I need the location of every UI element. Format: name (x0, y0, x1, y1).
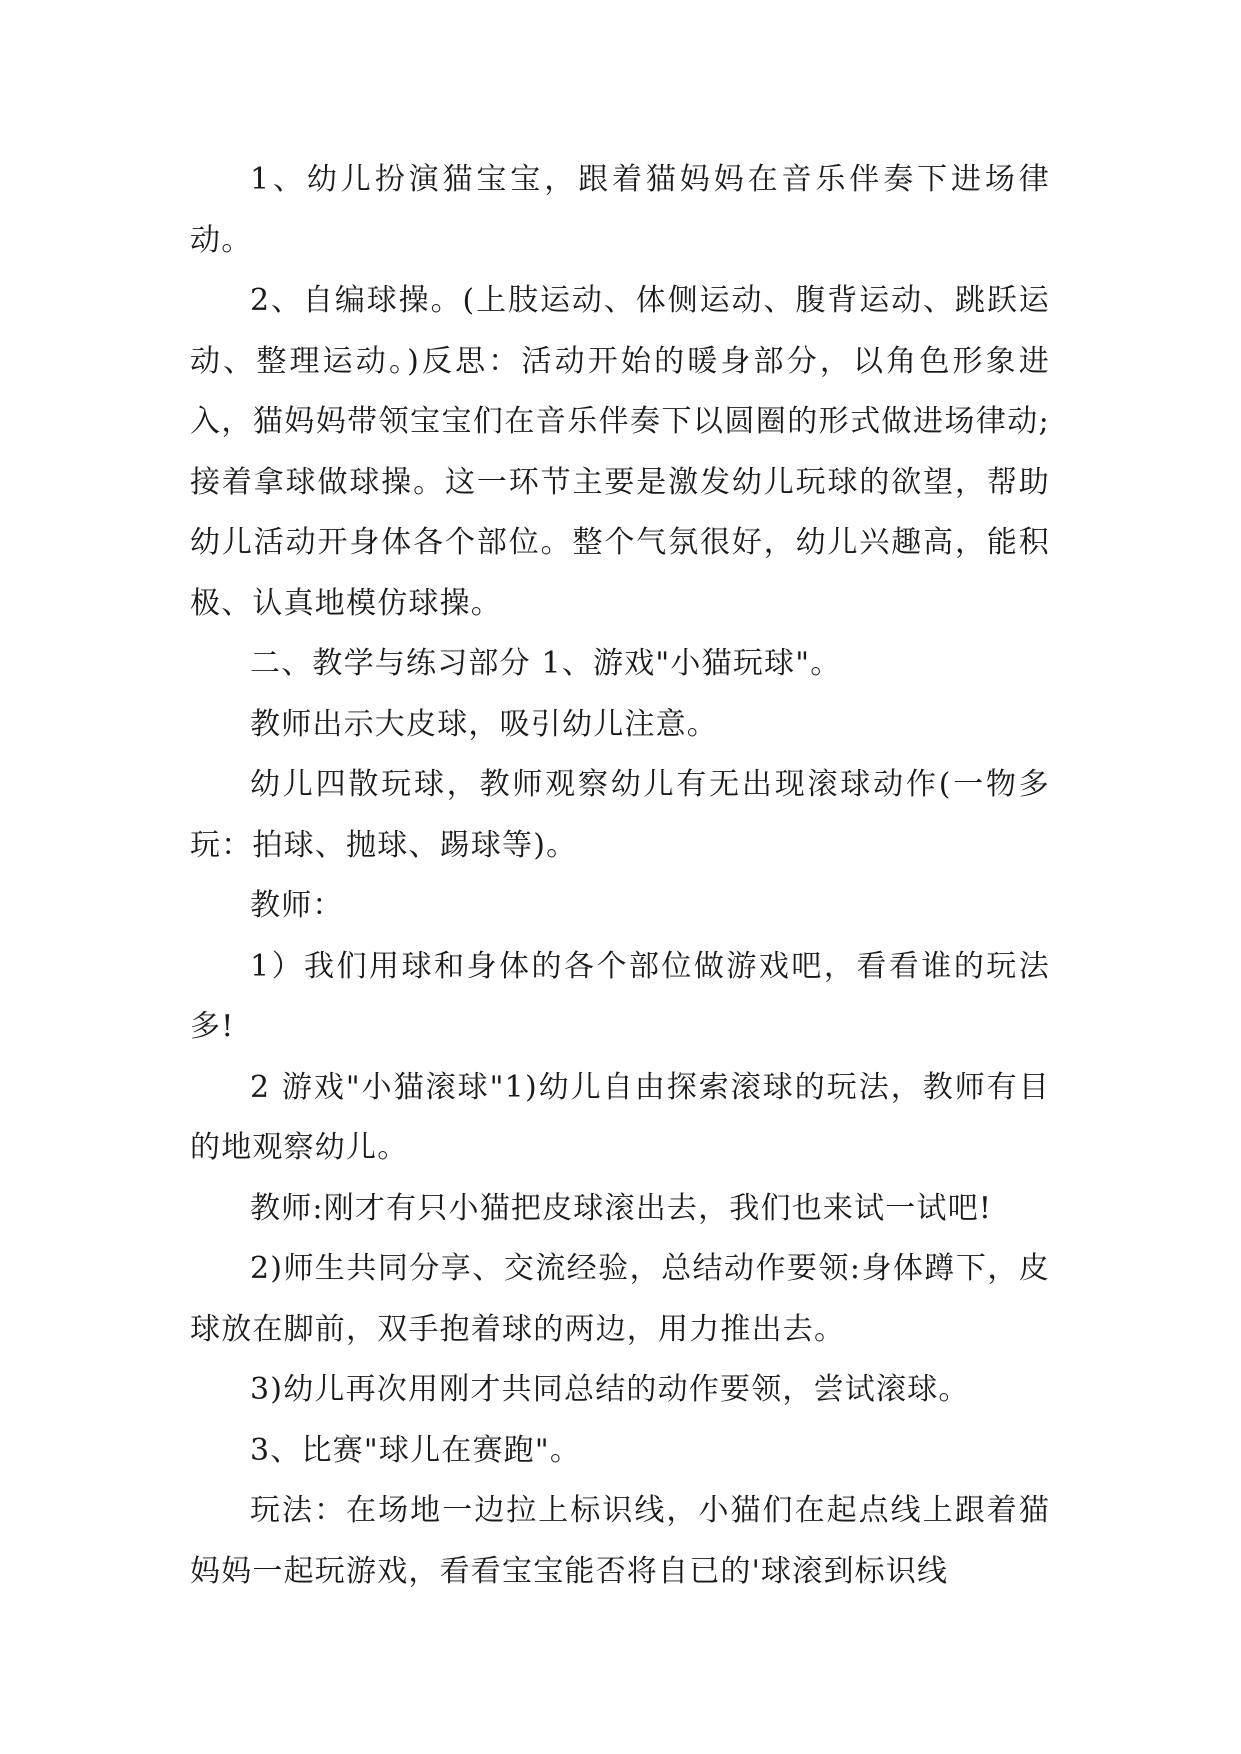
paragraph-12: 3、比赛"球儿在赛跑"。 (250, 1432, 582, 1468)
paragraph-5: 幼儿四散玩球，教师观察幼儿有无出现滚球动作(一物多玩：拍球、抛球、踢球等)。 (190, 767, 1050, 863)
paragraph-10: 2)师生共同分享、交流经验，总结动作要领:身体蹲下，皮球放在脚前，双手抱着球的两边，用力推出去。 (190, 1251, 1050, 1347)
paragraph-7: 1）我们用球和身体的各个部位做游戏吧，看看谁的玩法多! (190, 948, 1050, 1044)
paragraph-13: 玩法：在场地一边拉上标识线，小猫们在起点线上跟着猫妈妈一起玩游戏，看看宝宝能否将自已的'球滚到标识线 (190, 1493, 1050, 1589)
paragraph-1: 1、幼儿扮演猫宝宝，跟着猫妈妈在音乐伴奏下进场律动。 (190, 162, 1050, 258)
paragraph-4: 教师出示大皮球，吸引幼儿注意。 (250, 706, 718, 742)
paragraph-9: 教师:刚才有只小猫把皮球滚出去，我们也来试一试吧! (250, 1190, 993, 1226)
paragraph-2: 2、自编球操。(上肢运动、体侧运动、腹背运动、跳跃运动、整理运动。)反思：活动开始的暖身部分，以角色形象进入，猫妈妈带领宝宝们在音乐伴奏下以圆圈的形式做进场律动;接着拿球做球操。这一环节主要是激发幼儿玩球的欲望，帮助幼儿活动开身体各个部位。整个气氛很好，幼儿兴趣高，能积极、认真地模仿球操。 (190, 283, 1050, 621)
paragraph-11: 3)幼儿再次用刚才共同总结的动作要领，尝试滚球。 (250, 1372, 970, 1407)
paragraph-3: 二、教学与练习部分 1、游戏"小猫玩球"。 (250, 646, 842, 681)
paragraph-6: 教师： (250, 888, 344, 923)
paragraph-8: 2 游戏"小猫滚球"1)幼儿自由探索滚球的玩法，教师有目的地观察幼儿。 (190, 1069, 1050, 1165)
document-page (190, 150, 1050, 1602)
